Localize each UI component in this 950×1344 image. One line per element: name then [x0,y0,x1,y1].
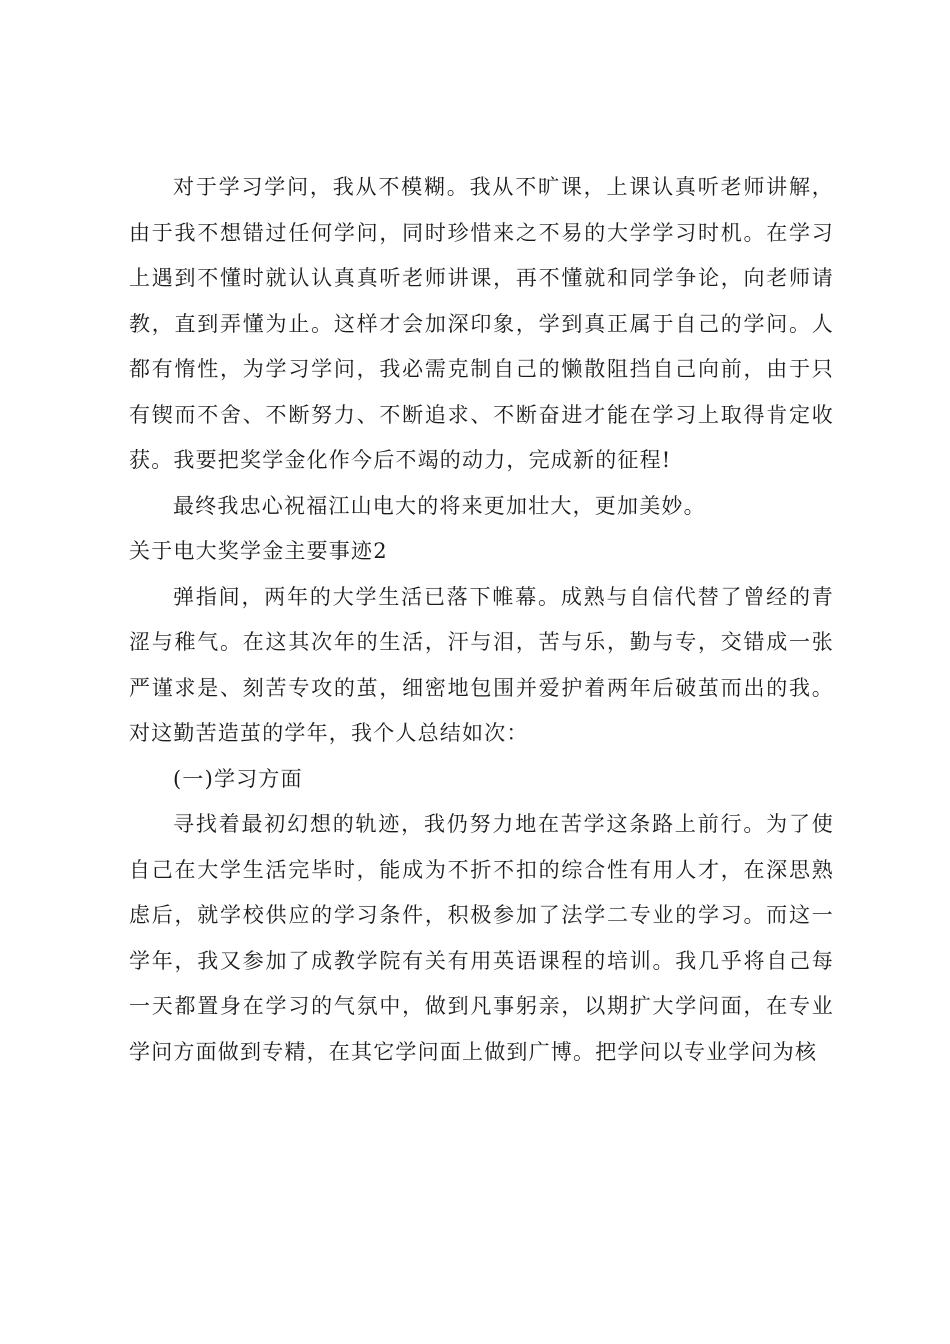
section-heading: 关于电大奖学金主要事迹2 [129,539,388,563]
paragraph-study-details: 寻找着最初幻想的轨迹，我仍努力地在苦学这条路上前行。为了使自己在大学生活完毕时，能成为不折不扣的综合性有用人才，在深思熟虑后，就学校供应的学习条件，积极参加了法学二专业的学习。而这一学年，我又参加了成教学院有关有用英语课程的培训。我几乎将自己每一天都置身在学习的气氛中，做到凡事躬亲，以期扩大学问面，在专业学问方面做到专精，在其它学问面上做到广博。把学问以专业学问为核 [129,812,834,1064]
paragraph-study-attitude: 对于学习学问，我从不模糊。我从不旷课，上课认真听老师讲解，由于我不想错过任何学问，同时珍惜来之不易的大学学习时机。在学习上遇到不懂时就认认真真听老师讲课，再不懂就和同学争论，向老师请教，直到弄懂为止。这样才会加深印象，学到真正属于自己的学问。人都有惰性，为学习学问，我必需克制自己的懒散阻挡自己向前，由于只有锲而不舍、不断努力、不断追求、不断奋进才能在学习上取得肯定收获。我要把奖学金化作今后不竭的动力，完成新的征程! [129,175,834,472]
subheading-study: (一)学习方面 [173,766,303,791]
paragraph-blessing: 最终我忠心祝福江山电大的将来更加壮大，更加美妙。 [173,493,706,518]
document-body [129,165,834,1075]
paragraph-two-years-summary: 弹指间，两年的大学生活已落下帷幕。成熟与自信代替了曾经的青涩与稚气。在这其次年的生活，汗与泪，苦与乐，勤与专，交错成一张严谨求是、刻苦专攻的茧，细密地包围并爱护着两年后破茧而出的我。对这勤苦造茧的学年，我个人总结如次： [129,584,834,745]
